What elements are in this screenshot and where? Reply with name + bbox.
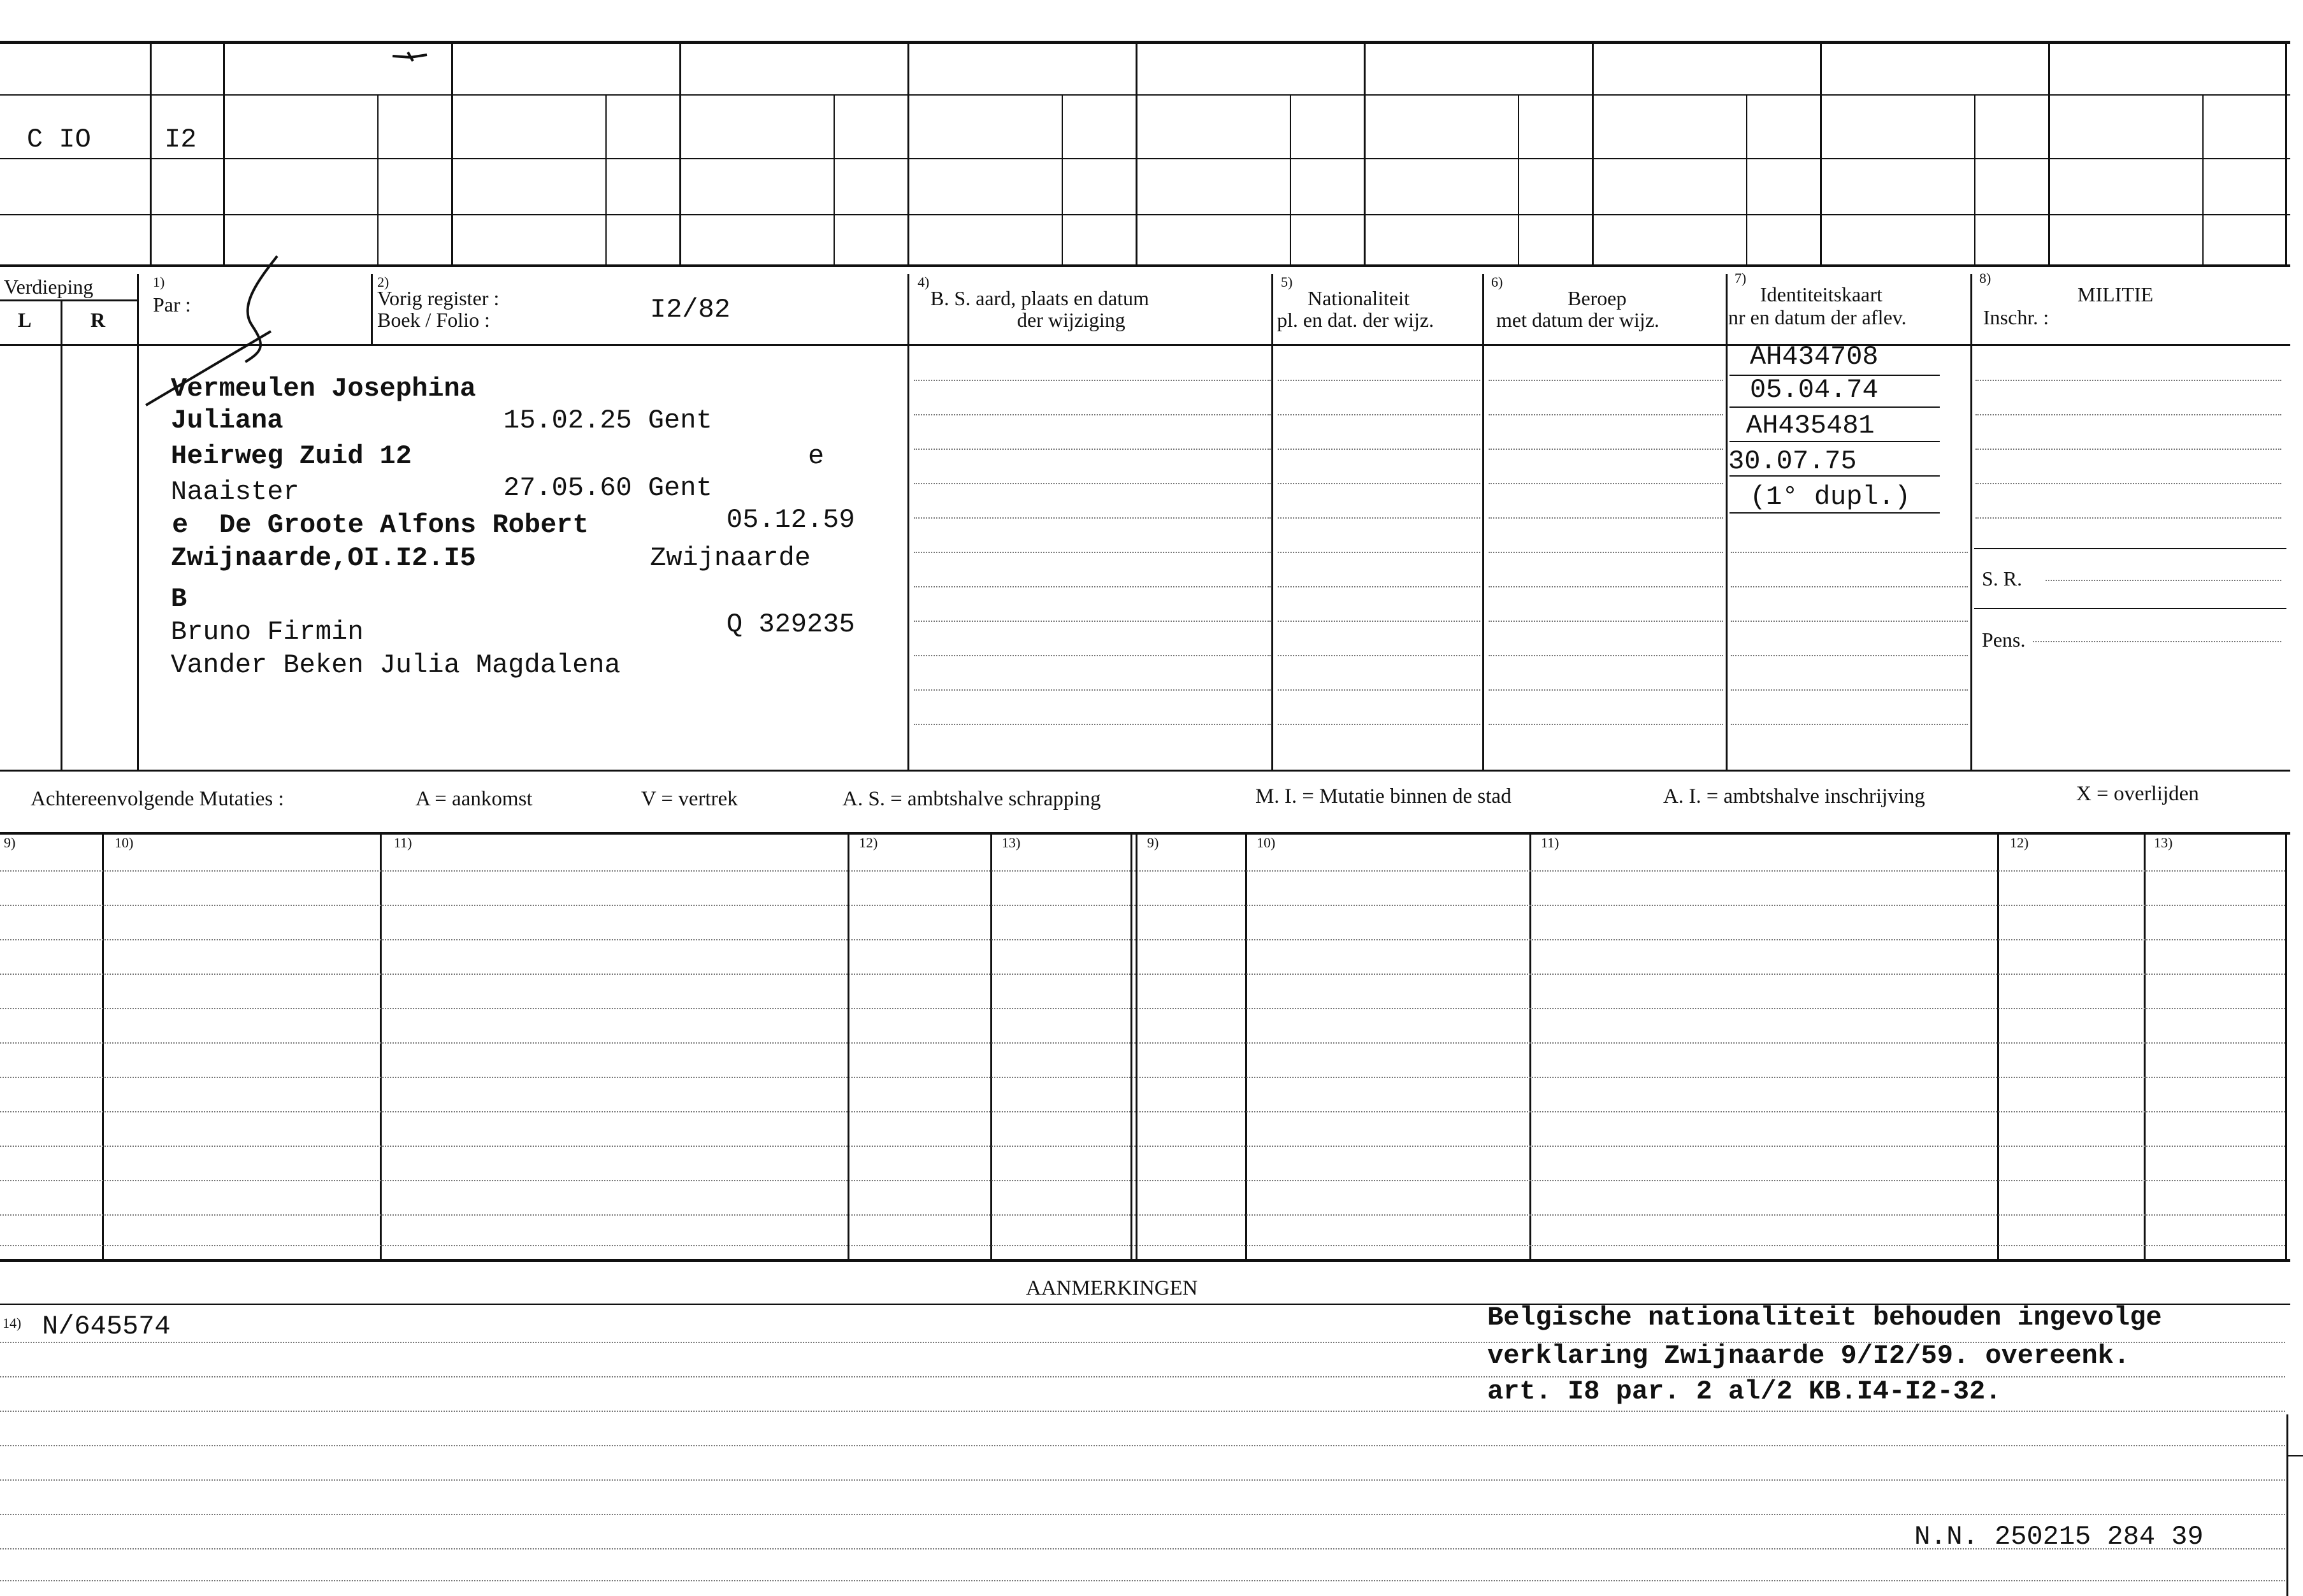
beroep-num: 6) (1491, 274, 1503, 290)
id-dupl: (1° dupl.) (1750, 482, 1911, 512)
id-label: Identiteitskaart (1760, 283, 1882, 306)
remarks-line-2: verklaring Zwijnaarde 9/I2/59. overeenk. (1487, 1341, 2130, 1371)
bs-num: 4) (918, 274, 930, 290)
inschr-label: Inschr. : (1983, 306, 2049, 329)
person-address-mark: e (808, 441, 825, 471)
legend-a: A = aankomst (415, 787, 533, 810)
person-code: Q 329235 (726, 609, 855, 640)
boek-folio-value: I2/82 (650, 294, 731, 325)
mut-col-12b: 12) (2010, 835, 2029, 851)
bs-label: B. S. aard, plaats en datum (930, 287, 1150, 310)
vorig-register-label: Vorig register : (377, 287, 500, 310)
mut-col-10: 10) (115, 835, 134, 851)
legend-as: A. S. = ambtshalve schrapping (842, 787, 1101, 810)
person-parent: Bruno Firmin (171, 617, 364, 647)
legend-ai: A. I. = ambtshalve inschrijving (1663, 785, 1925, 808)
mut-col-11: 11) (394, 835, 412, 851)
mut-col-11b: 11) (1541, 835, 1559, 851)
legend-title: Achtereenvolgende Mutaties : (31, 787, 284, 810)
person-spouse-prefix: e (172, 510, 189, 540)
verdieping-label: Verdieping (4, 275, 94, 298)
person-job-date: 27.05.60 Gent (503, 473, 712, 503)
right-label: R (90, 308, 106, 331)
pen-mark-icon (391, 50, 430, 64)
person-mother: Vander Beken Julia Magdalena (171, 650, 621, 680)
mil-num: 8) (1979, 270, 1991, 286)
id-date-1: 05.04.74 (1750, 375, 1879, 405)
legend-v: V = vertrek (641, 787, 738, 810)
id-label-2: nr en datum der aflev. (1728, 306, 1907, 329)
nat-label-2: pl. en dat. der wijz. (1277, 308, 1434, 331)
legend-x: X = overlijden (2076, 782, 2199, 805)
id-date-2: 30.07.75 (1728, 446, 1857, 477)
person-first-name: Juliana (171, 405, 284, 436)
mut-col-9b: 9) (1147, 835, 1159, 851)
left-label: L (18, 308, 32, 331)
par-num: 1) (153, 274, 165, 290)
boek-folio-label: Boek / Folio : (377, 308, 490, 331)
nat-num: 5) (1281, 274, 1293, 290)
person-city: Zwijnaarde (650, 543, 811, 573)
person-spouse-date: 05.12.59 (726, 505, 855, 535)
pens-label: Pens. (1982, 628, 2026, 651)
remarks-title: AANMERKINGEN (1026, 1277, 1198, 1300)
mut-col-9: 9) (4, 835, 16, 851)
person-job: Naaister (171, 477, 300, 507)
mut-col-10b: 10) (1257, 835, 1276, 851)
national-number: N.N. 250215 284 39 (1914, 1521, 2204, 1552)
id-num: 7) (1735, 270, 1747, 286)
beroep-label: Beroep (1568, 287, 1627, 310)
row-code: C IO (27, 124, 91, 155)
remarks-line-1: Belgische nationaliteit behouden ingevolge (1487, 1302, 2162, 1333)
beroep-label-2: met datum der wijz. (1496, 308, 1659, 331)
mut-col-13b: 13) (2154, 835, 2173, 851)
person-b: B (171, 584, 187, 614)
person-address: Heirweg Zuid 12 (171, 441, 412, 471)
person-spouse: De Groote Alfons Robert (219, 510, 589, 540)
militie-label: MILITIE (2077, 283, 2154, 306)
id-card-1: AH434708 (1750, 341, 1879, 372)
mut-col-13: 13) (1002, 835, 1021, 851)
id-card-2: AH435481 (1746, 410, 1875, 441)
person-place: Zwijnaarde,OI.I2.I5 (171, 543, 476, 573)
sr-label: S. R. (1982, 567, 2023, 590)
mut-col-12: 12) (859, 835, 878, 851)
remarks-code: N/645574 (42, 1311, 171, 1342)
person-birth: 15.02.25 Gent (503, 405, 712, 436)
person-name: Vermeulen Josephina (171, 373, 476, 404)
nat-label: Nationaliteit (1308, 287, 1410, 310)
remarks-num: 14) (3, 1315, 22, 1331)
legend-mi: M. I. = Mutatie binnen de stad (1255, 785, 1512, 808)
row-number: I2 (164, 124, 197, 155)
par-label: Par : (153, 293, 191, 316)
bs-label-2: der wijziging (1017, 308, 1125, 331)
remarks-line-3: art. I8 par. 2 al/2 KB.I4-I2-32. (1487, 1376, 2002, 1407)
vorig-num: 2) (377, 274, 389, 290)
